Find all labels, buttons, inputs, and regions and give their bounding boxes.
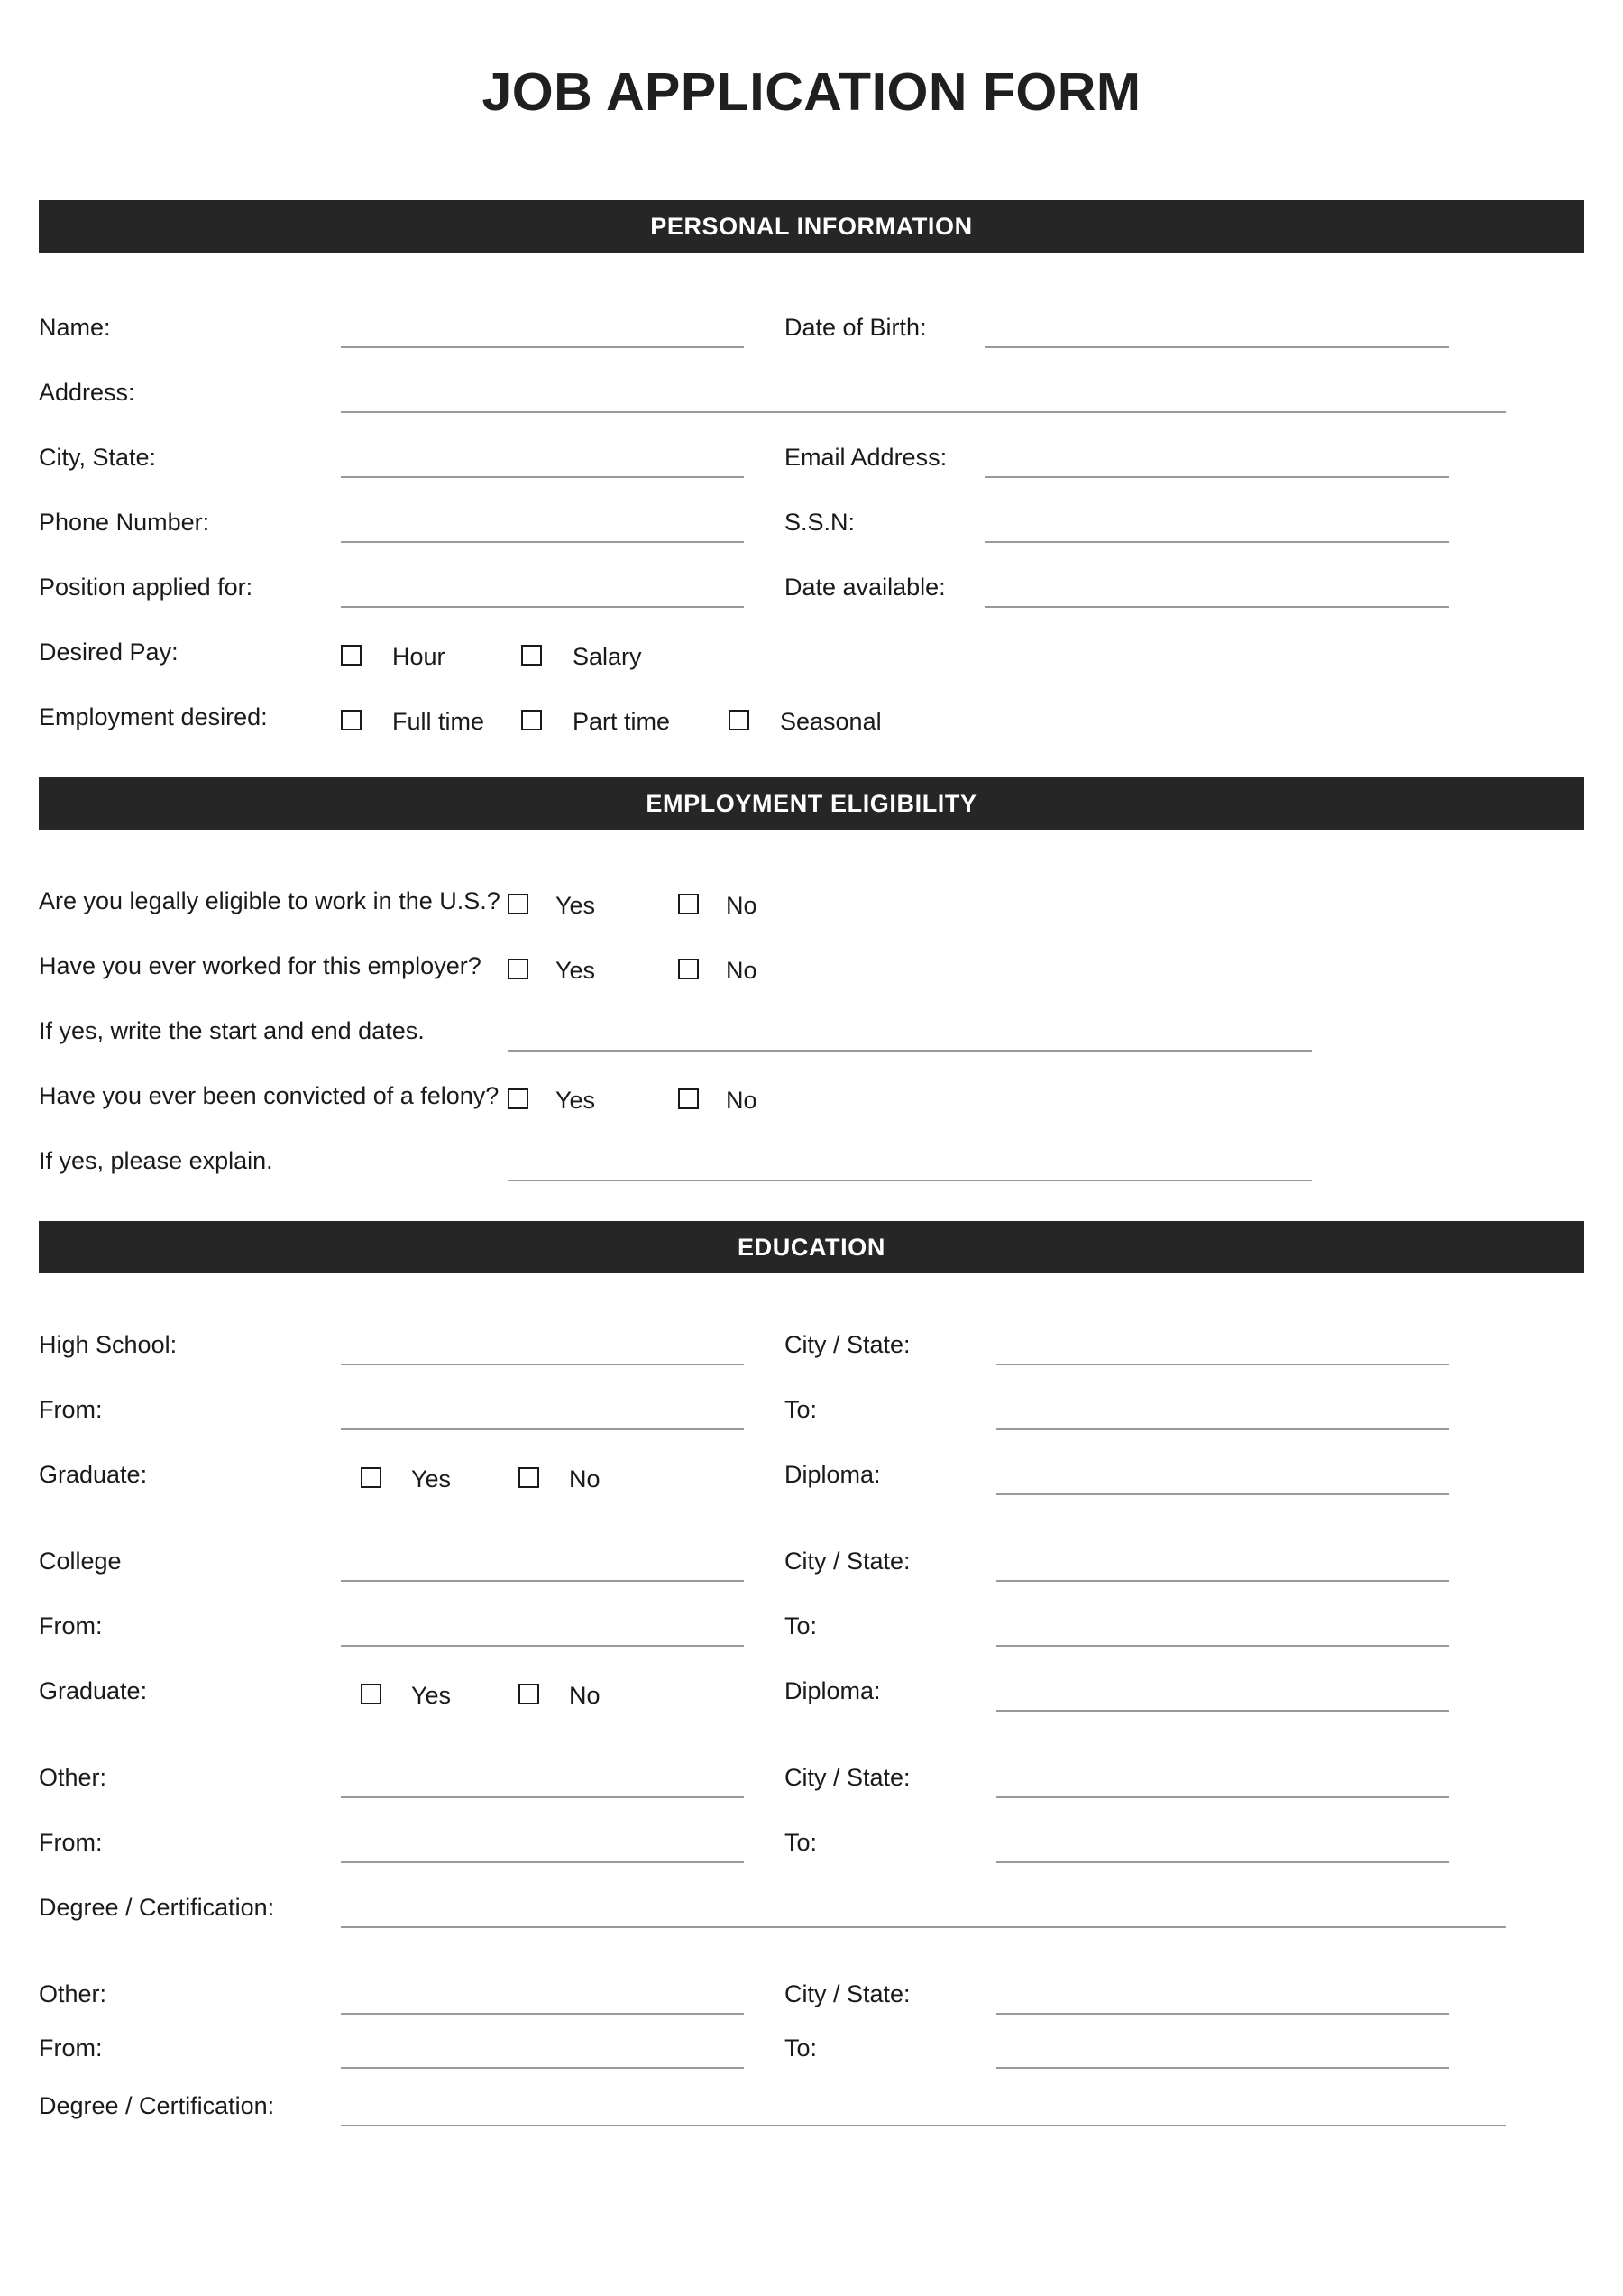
- label-email-address: Email Address:: [784, 444, 948, 471]
- label-high-school: High School:: [39, 1331, 178, 1358]
- label-desired-pay-salary: Salary: [573, 643, 642, 670]
- label-eligible-to-work-yes: Yes: [555, 892, 596, 919]
- section-header-personal-information: PERSONAL INFORMATION: [39, 200, 1584, 253]
- label-ssn: S.S.N:: [784, 509, 856, 536]
- input-other-2[interactable]: [341, 1984, 744, 2015]
- section-header-education: EDUCATION: [39, 1221, 1584, 1273]
- form-row-other-1: [39, 1733, 1584, 1798]
- checkbox-college-graduate-yes[interactable]: [361, 1684, 381, 1704]
- checkbox-college-graduate-no[interactable]: [518, 1684, 539, 1704]
- form-row-other-2-dates: [39, 2015, 1584, 2069]
- label-college-graduate-no: No: [569, 1682, 601, 1709]
- input-other-1-to[interactable]: [996, 1832, 1449, 1863]
- label-high-school-city-state: City / State:: [784, 1331, 911, 1358]
- input-college-city-state[interactable]: [996, 1551, 1449, 1582]
- yes-no-group-high-school-graduate: [341, 1466, 744, 1495]
- input-high-school-to[interactable]: [996, 1400, 1449, 1430]
- input-other-2-to[interactable]: [996, 2038, 1449, 2069]
- form-row-convicted-of-felony: [39, 1052, 1584, 1116]
- label-desired-pay-hour: Hour: [392, 643, 445, 670]
- checkbox-worked-for-employer-yes[interactable]: [508, 959, 528, 979]
- form-row-college-graduate: [39, 1647, 1584, 1712]
- label-position-applied-for: Position applied for:: [39, 574, 253, 601]
- form-row-position-applied-for: [39, 543, 1584, 608]
- input-felony-explain[interactable]: [508, 1151, 1312, 1181]
- label-name: Name:: [39, 314, 111, 341]
- input-other-1-city-state[interactable]: [996, 1768, 1449, 1798]
- label-if-yes-start-end-dates: If yes, write the start and end dates.: [39, 1017, 425, 1044]
- label-college-city-state: City / State:: [784, 1548, 911, 1575]
- label-college-graduate-yes: Yes: [411, 1682, 452, 1709]
- form-row-felony-explain: [39, 1116, 1584, 1181]
- checkbox-eligible-to-work-yes[interactable]: [508, 894, 528, 914]
- label-convicted-of-felony-yes: Yes: [555, 1087, 596, 1114]
- option-desired-pay-hour[interactable]: [341, 644, 521, 673]
- checkbox-desired-pay-hour[interactable]: [341, 645, 362, 666]
- form-row-start-end-dates: [39, 987, 1584, 1052]
- label-high-school-graduate: Graduate:: [39, 1461, 148, 1488]
- form-row-high-school-graduate: [39, 1430, 1584, 1495]
- label-college-diploma: Diploma:: [784, 1677, 881, 1704]
- input-name[interactable]: [341, 317, 744, 348]
- form-row-city-state: [39, 413, 1584, 478]
- label-high-school-graduate-no: No: [569, 1465, 601, 1492]
- input-high-school-from[interactable]: [341, 1400, 744, 1430]
- form-row-high-school: [39, 1300, 1584, 1365]
- label-other-1-to: To:: [784, 1829, 818, 1856]
- label-other-1-city-state: City / State:: [784, 1764, 911, 1791]
- label-college-to: To:: [784, 1612, 818, 1639]
- label-if-yes-please-explain: If yes, please explain.: [39, 1147, 273, 1174]
- label-other-2: Other:: [39, 1980, 107, 2007]
- section-header-employment-eligibility: EMPLOYMENT ELIGIBILITY: [39, 777, 1584, 830]
- form-row-other-1-dates: [39, 1798, 1584, 1863]
- input-other-2-degree-certification[interactable]: [341, 2096, 1506, 2126]
- input-start-end-dates[interactable]: [508, 1021, 1312, 1052]
- form-row-name: [39, 283, 1584, 348]
- block-spacer: [39, 1928, 1584, 1950]
- input-high-school-diploma[interactable]: [996, 1465, 1449, 1495]
- input-city-state[interactable]: [341, 447, 744, 478]
- option-desired-pay-salary[interactable]: [521, 644, 701, 673]
- block-spacer: [39, 1495, 1584, 1517]
- option-employment-part-time[interactable]: [521, 709, 729, 738]
- label-other-2-to: To:: [784, 2034, 818, 2062]
- input-other-1[interactable]: [341, 1768, 744, 1798]
- form-row-eligible-to-work: [39, 857, 1584, 922]
- yes-no-group-convicted-of-felony: [508, 1088, 757, 1116]
- page-title: JOB APPLICATION FORM: [481, 62, 1142, 122]
- block-spacer: [39, 1712, 1584, 1733]
- checkbox-convicted-of-felony-yes[interactable]: [508, 1088, 528, 1109]
- input-other-2-city-state[interactable]: [996, 1984, 1449, 2015]
- label-other-1-from: From:: [39, 1829, 103, 1856]
- input-ssn[interactable]: [985, 512, 1449, 543]
- form-row-desired-pay: [39, 608, 1584, 673]
- label-convicted-of-felony-no: No: [726, 1087, 757, 1114]
- input-college[interactable]: [341, 1551, 744, 1582]
- label-date-available: Date available:: [784, 574, 946, 601]
- input-college-from[interactable]: [341, 1616, 744, 1647]
- checkbox-employment-full-time[interactable]: [341, 710, 362, 730]
- input-college-diploma[interactable]: [996, 1681, 1449, 1712]
- label-other-2-degree-certification: Degree / Certification:: [39, 2092, 275, 2119]
- input-address[interactable]: [341, 382, 1506, 413]
- checkbox-high-school-graduate-yes[interactable]: [361, 1467, 381, 1488]
- option-employment-seasonal[interactable]: [729, 709, 936, 738]
- label-other-2-city-state: City / State:: [784, 1980, 911, 2007]
- label-other-1-degree-certification: Degree / Certification:: [39, 1894, 275, 1921]
- form-row-other-2-degree: [39, 2069, 1584, 2126]
- label-employment-desired: Employment desired:: [39, 703, 268, 730]
- form-row-employment-desired: [39, 673, 1584, 738]
- input-high-school[interactable]: [341, 1335, 744, 1365]
- input-college-to[interactable]: [996, 1616, 1449, 1647]
- checkbox-desired-pay-salary[interactable]: [521, 645, 542, 666]
- form-row-college-dates: [39, 1582, 1584, 1647]
- label-college-from: From:: [39, 1612, 103, 1639]
- label-college: College: [39, 1548, 122, 1575]
- label-phone-number: Phone Number:: [39, 509, 210, 536]
- label-city-state: City, State:: [39, 444, 157, 471]
- label-employment-part-time: Part time: [573, 708, 671, 735]
- label-question-convicted-of-felony: Have you ever been convicted of a felony?: [39, 1082, 500, 1109]
- checkbox-high-school-graduate-no[interactable]: [518, 1467, 539, 1488]
- form-row-other-2: [39, 1950, 1584, 2015]
- label-college-graduate: Graduate:: [39, 1677, 148, 1704]
- label-worked-for-employer-no: No: [726, 957, 757, 984]
- yes-no-group-worked-for-employer: [508, 958, 757, 987]
- input-date-of-birth[interactable]: [985, 317, 1449, 348]
- label-high-school-from: From:: [39, 1396, 103, 1423]
- input-high-school-city-state[interactable]: [996, 1335, 1449, 1365]
- option-employment-full-time[interactable]: [341, 709, 521, 738]
- checkbox-eligible-to-work-no[interactable]: [678, 894, 699, 914]
- label-address: Address:: [39, 379, 135, 406]
- label-high-school-graduate-yes: Yes: [411, 1465, 452, 1492]
- checkbox-employment-part-time[interactable]: [521, 710, 542, 730]
- label-employment-seasonal: Seasonal: [780, 708, 882, 735]
- form-row-college: [39, 1517, 1584, 1582]
- label-question-worked-for-employer: Have you ever worked for this employer?: [39, 952, 481, 979]
- label-other-1: Other:: [39, 1764, 107, 1791]
- form-row-address: [39, 348, 1584, 413]
- label-date-of-birth: Date of Birth:: [784, 314, 927, 341]
- label-employment-full-time: Full time: [392, 708, 485, 735]
- label-high-school-diploma: Diploma:: [784, 1461, 881, 1488]
- input-other-1-from[interactable]: [341, 1832, 744, 1863]
- checkbox-convicted-of-felony-no[interactable]: [678, 1088, 699, 1109]
- form-row-other-1-degree: [39, 1863, 1584, 1928]
- label-desired-pay: Desired Pay:: [39, 638, 179, 666]
- yes-no-group-college-graduate: [341, 1683, 744, 1712]
- input-date-available[interactable]: [985, 577, 1449, 608]
- label-high-school-to: To:: [784, 1396, 818, 1423]
- input-other-2-from[interactable]: [341, 2038, 744, 2069]
- checkbox-worked-for-employer-no[interactable]: [678, 959, 699, 979]
- label-eligible-to-work-no: No: [726, 892, 757, 919]
- label-worked-for-employer-yes: Yes: [555, 957, 596, 984]
- form-row-worked-for-employer: [39, 922, 1584, 987]
- checkbox-employment-seasonal[interactable]: [729, 710, 749, 730]
- input-position-applied-for[interactable]: [341, 577, 744, 608]
- yes-no-group-eligible-to-work: [508, 893, 757, 922]
- label-question-eligible-to-work: Are you legally eligible to work in the U.S.?: [39, 887, 500, 914]
- form-row-phone-number: [39, 478, 1584, 543]
- input-phone-number[interactable]: [341, 512, 744, 543]
- input-other-1-degree-certification[interactable]: [341, 1897, 1506, 1928]
- form-row-high-school-dates: [39, 1365, 1584, 1430]
- label-other-2-from: From:: [39, 2034, 103, 2062]
- input-email-address[interactable]: [985, 447, 1449, 478]
